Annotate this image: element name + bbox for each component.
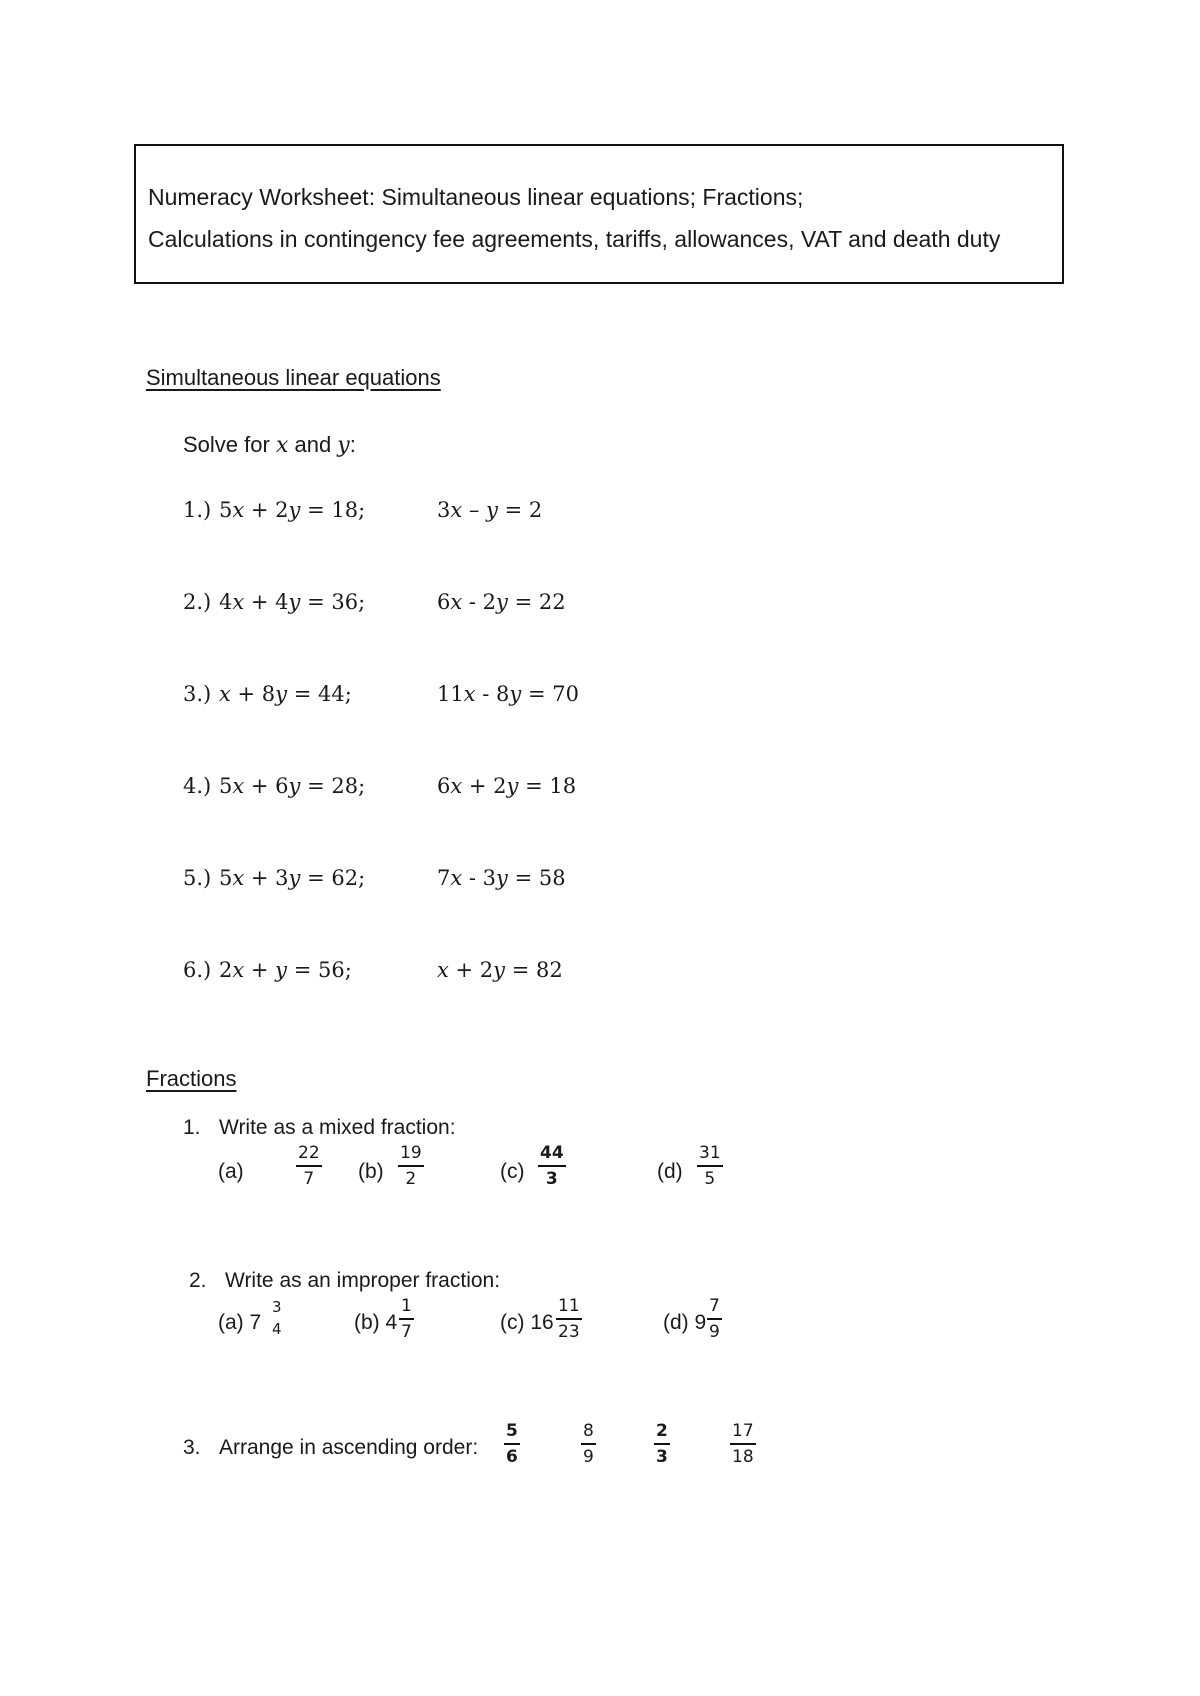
item-label: (a): [218, 1160, 244, 1183]
question-number: 3.: [183, 1436, 201, 1459]
fraction: $\frac{1}{7}$: [401, 1296, 412, 1342]
item-label: (d) 9: [663, 1311, 707, 1334]
fraction: $\frac{11}{23}$: [558, 1296, 580, 1342]
fraction: $\frac{2}{3}$: [656, 1421, 668, 1467]
title-line-1: Numeracy Worksheet: Simultaneous linear equations; Fractions;: [148, 184, 804, 210]
item-label: (b): [358, 1160, 384, 1183]
equation-left: x + 8y = 44;: [219, 682, 352, 706]
question-number: 1.: [183, 1116, 201, 1139]
question-1: [183, 1116, 456, 1140]
equation-number: 3.): [183, 682, 212, 706]
variable-x: x: [275, 433, 289, 458]
equation-number: 2.): [183, 590, 212, 614]
equation-left: 5x + 3y = 62;: [219, 866, 366, 890]
title-box: [134, 144, 1064, 284]
equation-left: 4x + 4y = 36;: [219, 590, 366, 614]
instruction-text: and: [288, 432, 338, 457]
equation-number: 1.): [183, 498, 212, 522]
equation-left: 5x + 2y = 18;: [219, 498, 366, 522]
equation-right: 6x - 2y = 22: [437, 590, 566, 614]
instruction-text: :: [349, 432, 356, 457]
fraction: $\frac{7}{9}$: [709, 1296, 720, 1342]
item-label: (c) 16: [500, 1311, 554, 1334]
fraction: $\frac{5}{6}$: [506, 1421, 518, 1467]
fraction: 3 4: [272, 1298, 282, 1338]
equation-right: 6x + 2y = 18: [437, 774, 577, 798]
question-text: Write as an improper fraction:: [225, 1269, 501, 1292]
instruction: [183, 432, 356, 458]
item-label: (b) 4: [354, 1311, 398, 1334]
fraction: $\frac{44}{3}$: [540, 1143, 564, 1189]
item-label: (d): [657, 1160, 683, 1183]
equation-left: 5x + 6y = 28;: [219, 774, 366, 798]
fraction: $\frac{22}{7}$: [298, 1143, 320, 1189]
item-label: (a) 7: [218, 1311, 262, 1334]
question-number: 2.: [189, 1269, 207, 1292]
question-3: [183, 1436, 478, 1460]
equation-right: 11x - 8y = 70: [437, 682, 579, 706]
equation-left: 2x + y = 56;: [219, 958, 352, 982]
equation-number: 6.): [183, 958, 212, 982]
title-line-2: Calculations in contingency fee agreements, tariffs, allowances, VAT and death duty: [148, 226, 1001, 252]
equation-number: 5.): [183, 866, 212, 890]
equation-number: 4.): [183, 774, 212, 798]
instruction-text: Solve for: [183, 432, 276, 457]
fraction: $\frac{8}{9}$: [583, 1421, 594, 1467]
section-heading-fractions: Fractions: [146, 1066, 237, 1091]
question-text: Arrange in ascending order:: [219, 1436, 479, 1459]
item-label: (c): [500, 1160, 525, 1183]
section-heading-simultaneous: Simultaneous linear equations: [146, 365, 441, 390]
equation-right: 7x - 3y = 58: [437, 866, 566, 890]
equation-right: 3x – y = 2: [437, 498, 543, 522]
equation-right: x + 2y = 82: [437, 958, 563, 982]
question-text: Write as a mixed fraction:: [219, 1116, 456, 1139]
fraction: $\frac{31}{5}$: [699, 1143, 721, 1189]
question-2: [189, 1269, 500, 1293]
fraction: $\frac{17}{18}$: [732, 1421, 754, 1467]
variable-y: y: [337, 433, 350, 458]
fraction: $\frac{19}{2}$: [400, 1143, 422, 1189]
